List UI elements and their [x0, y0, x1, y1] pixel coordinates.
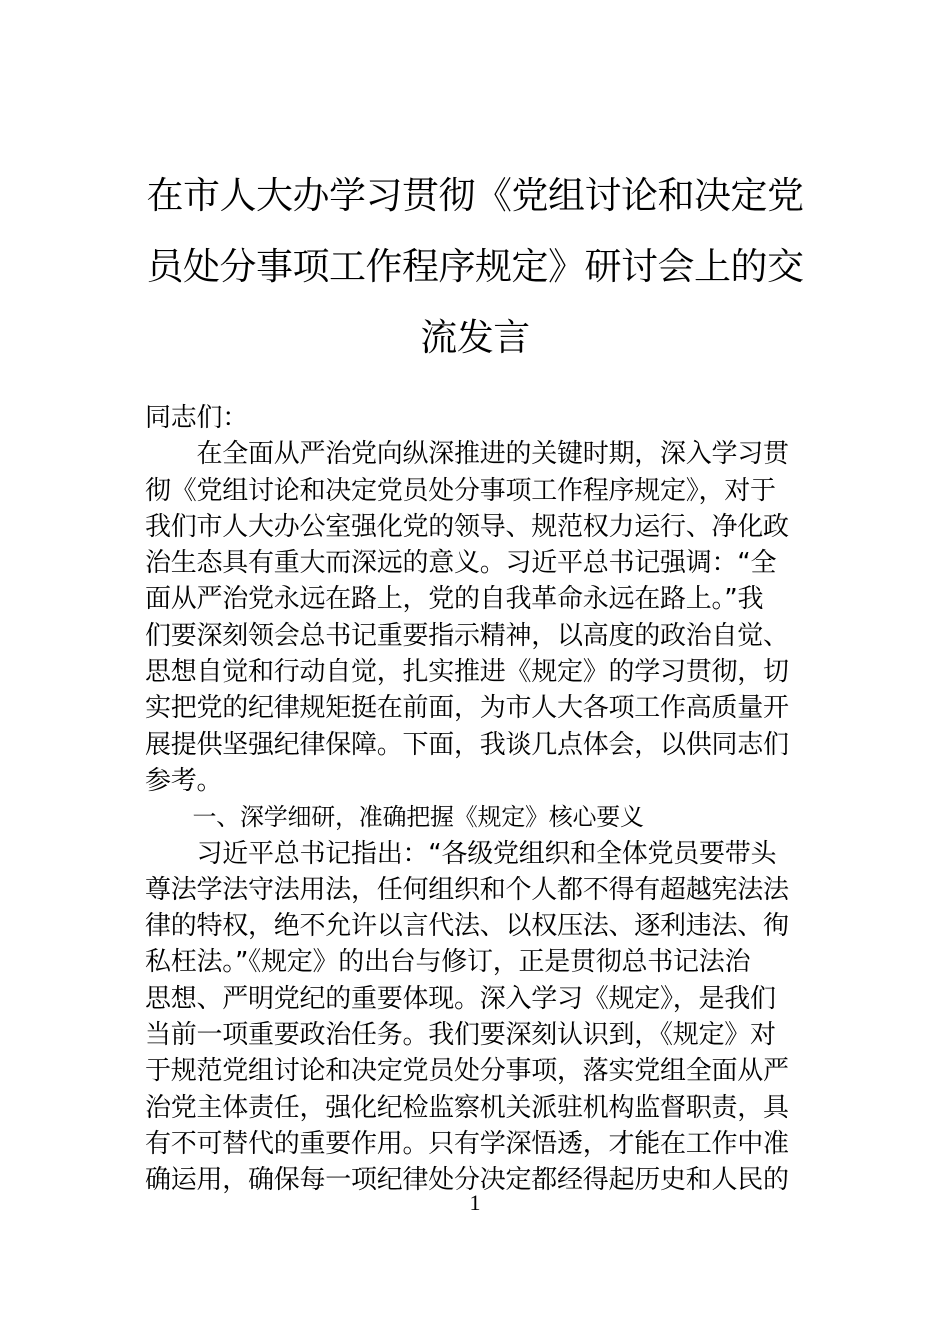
body-line: 思想自觉和行动自觉，扎实推进《规定》的学习贯彻，切 [145, 657, 789, 688]
body-line: 确运用，确保每一项纪律处分决定都经得起历史和人民的 [145, 1165, 789, 1196]
title-line-2: 员处分事项工作程序规定》研讨会上的交 [146, 245, 804, 288]
document-title [140, 160, 810, 373]
body-line: 在全面从严治党向纵深推进的关键时期，深入学习贯 [145, 439, 789, 470]
body-line: 治党主体责任，强化纪检监察机关派驻机构监督职责，具 [145, 1092, 789, 1123]
page-number: 1 [469, 1190, 481, 1215]
body-line: 尊法学法守法用法，任何组织和个人都不得有超越宪法法 [145, 874, 789, 905]
body-line: 们要深刻领会总书记重要指示精神，以高度的政治自觉、 [145, 620, 789, 651]
body-line: 思想、严明党纪的重要体现。深入学习《规定》，是我们 [145, 983, 776, 1014]
title-line-1: 在市人大办学习贯彻《党组讨论和决定党 [146, 174, 804, 217]
body-line: 治生态具有重大而深远的意义。习近平总书记强调：“全 [145, 548, 777, 579]
body-line: 有不可替代的重要作用。只有学深悟透，才能在工作中准 [145, 1128, 789, 1159]
body-line: 面从严治党永远在路上，党的自我革命永远在路上。”我 [145, 584, 764, 615]
title-line-3: 流发言 [420, 316, 530, 359]
body-line: 彻《党组讨论和决定党员处分事项工作程序规定》，对于 [145, 475, 776, 506]
body-line: 习近平总书记指出：“各级党组织和全体党员要带头 [145, 838, 777, 869]
document-body [145, 400, 807, 1199]
body-line: 私枉法。”《规定》的出台与修订，正是贯彻总书记法治 [145, 947, 751, 978]
body-line: 当前一项重要政治任务。我们要深刻认识到，《规定》对 [145, 1020, 776, 1051]
body-line: 参考。 [145, 765, 223, 796]
body-line: 我们市人大办公室强化党的领导、规范权力运行、净化政 [145, 511, 789, 542]
salutation: 同志们： [145, 403, 249, 433]
body-line: 实把党的纪律规矩挺在前面，为市人大各项工作高质量开 [145, 693, 789, 724]
body-line: 展提供坚强纪律保障。下面，我谈几点体会，以供同志们 [145, 729, 789, 760]
body-line: 于规范党组讨论和决定党员处分事项，落实党组全面从严 [145, 1056, 789, 1087]
body-line: 律的特权，绝不允许以言代法、以权压法、逐利违法、徇 [145, 911, 789, 942]
section-heading: 一、深学细研，准确把握《规定》核心要义 [145, 803, 644, 832]
